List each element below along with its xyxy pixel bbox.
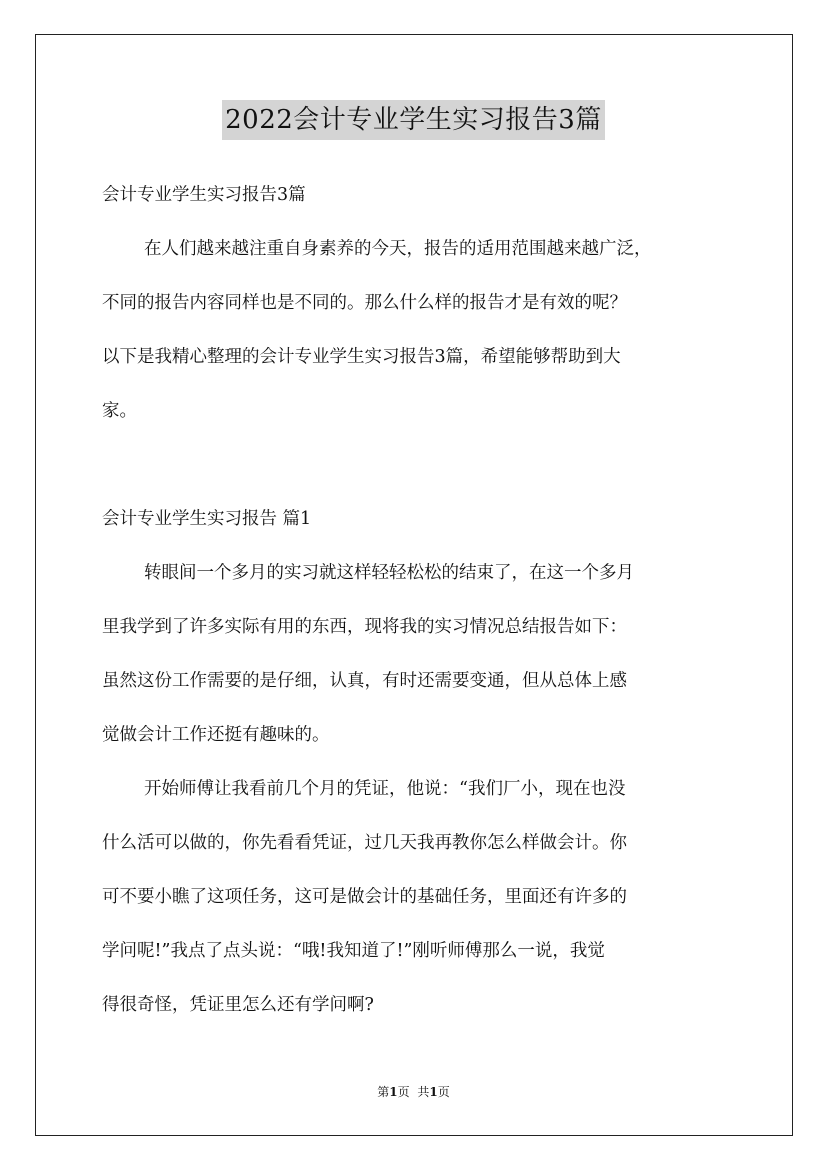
paragraph-line: 不同的报告内容同样也是不同的。那么什么样的报告才是有效的呢？ [102, 293, 627, 313]
footer-page-suffix: 页 [397, 1085, 410, 1099]
paragraph-line: 得很奇怪，凭证里怎么还有学问啊? [102, 995, 374, 1015]
section-heading-intro: 会计专业学生实习报告3篇 [102, 185, 306, 205]
footer-total-prefix: 共 [417, 1085, 430, 1099]
document-title: 2022会计专业学生实习报告3篇 [222, 100, 605, 140]
paragraph-line: 学问呢!”我点了点头说：“哦!我知道了!”刚听师傅那么一说，我觉 [102, 941, 605, 961]
footer-total-pages: 1 [429, 1085, 438, 1099]
paragraph-line: 觉做会计工作还挺有趣味的。 [102, 725, 330, 745]
title-container [0, 100, 827, 140]
paragraph-line: 转眼间一个多月的实习就这样轻轻松松的结束了，在这一个多月 [144, 563, 634, 583]
section-heading-part-1: 会计专业学生实习报告 篇1 [102, 509, 312, 529]
paragraph-line: 开始师傅让我看前几个月的凭证，他说：“我们厂小，现在也没 [144, 779, 626, 799]
footer-page-number: 1 [389, 1085, 398, 1099]
paragraph-line: 里我学到了许多实际有用的东西，现将我的实习情况总结报告如下： [102, 617, 627, 637]
footer-total-suffix: 页 [437, 1085, 450, 1099]
paragraph-line: 虽然这份工作需要的是仔细，认真，有时还需要变通，但从总体上感 [102, 671, 627, 691]
page-footer [0, 1082, 827, 1102]
paragraph-line: 什么活可以做的，你先看看凭证，过几天我再教你怎么样做会计。你 [102, 833, 627, 853]
document-body [102, 168, 730, 1032]
paragraph-line: 家。 [102, 401, 137, 421]
paragraph-line: 以下是我精心整理的会计专业学生实习报告3篇，希望能够帮助到大 [102, 347, 621, 367]
blank-line [102, 438, 730, 492]
footer-prefix: 第 [377, 1085, 390, 1099]
paragraph-line: 可不要小瞧了这项任务，这可是做会计的基础任务，里面还有许多的 [102, 887, 627, 907]
paragraph-line: 在人们越来越注重自身素养的今天，报告的适用范围越来越广泛， [144, 239, 652, 259]
